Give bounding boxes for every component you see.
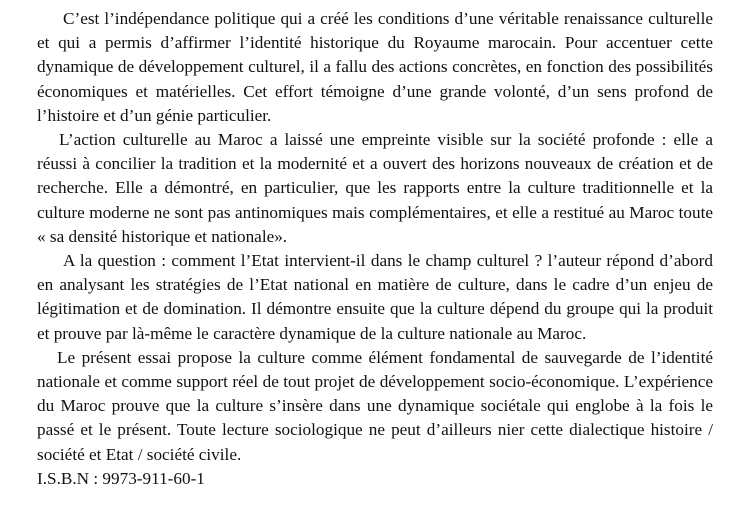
paragraph-2: L’action culturelle au Maroc a laissé une empreinte visible sur la société profonde : elle a réussi à concilier la tradition et la modernité et a ouvert des horizons nouveaux de création et de recherche. Elle a démontré, en particulier, que les rapports entre la culture traditionnelle et la culture moderne ne sont pas antinomiques mais complémentaires, et elle a restitué au Maroc toute « sa densité historique et nationale». bbox=[37, 130, 713, 246]
paragraph-4: Le présent essai propose la culture comme élément fondamental de sauvegarde de l’identité nationale et comme support réel de tout projet de développement socio-économique. L’expérience du Maroc prouve que la culture s’insère dans une dynamique sociétale qui englobe à la fois le passé et le présent. Toute lecture sociologique ne peut d’ailleurs nier cette dialectique histoire / société et Etat / société civile. bbox=[37, 347, 713, 464]
isbn-line: I.S.B.N : 9973-911-60-1 bbox=[37, 468, 205, 488]
paragraph-3: A la question : comment l’Etat intervient-il dans le champ culturel ? l’auteur répond d’abord en analysant les stratégies de l’Etat national en matière de culture, dans le cadre d’un enjeu de légitimation et de domination. Il démontre ensuite que la culture dépend du groupe qui la produit et prouve par là-même le caractère dynamique de la culture nationale au Maroc. bbox=[37, 251, 713, 343]
paragraph-1: C’est l’indépendance politique qui a créé les conditions d’une véritable renaissance culturelle et qui a permis d’affirmer l’identité historique du Royaume marocain. Pour accentuer cette dynamique de développement culturel, il a fallu des actions concrètes, en fonction des possibilités économiques et matérielles. Cet effort témoigne d’une grande volonté, d’un sens profond de l’histoire et d’un génie particulier. bbox=[37, 9, 713, 125]
document-page bbox=[37, 7, 713, 491]
